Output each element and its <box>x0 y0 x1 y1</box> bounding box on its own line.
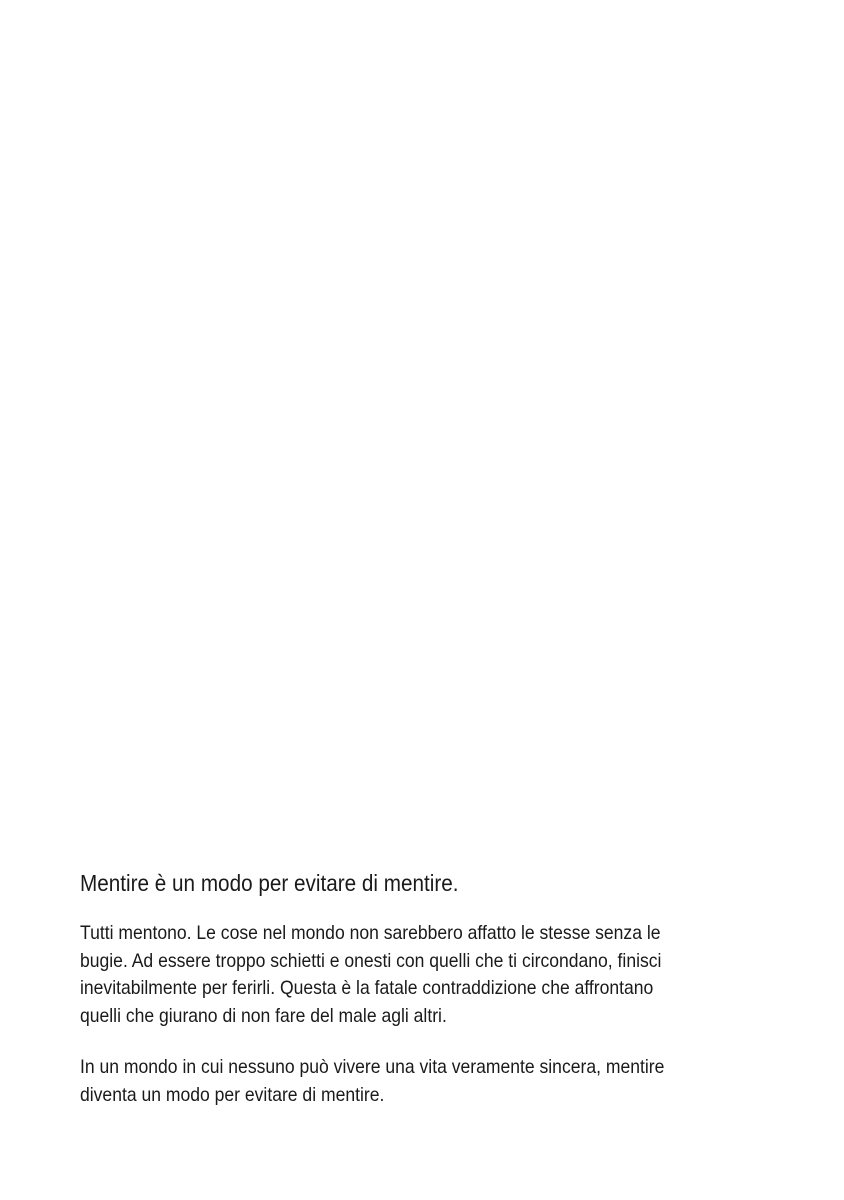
paragraph-line: diventa un modo per evitare di mentire. <box>80 1083 385 1106</box>
page-heading: Mentire è un modo per evitare di mentire. <box>80 870 459 896</box>
paragraph-line: In un mondo in cui nessuno può vivere una vita veramente sincera, mentire <box>80 1056 665 1078</box>
paragraph-1 <box>80 920 730 1030</box>
paragraph-2 <box>80 1054 730 1109</box>
paragraph-line: quelli che giurano di non fare del male agli altri. <box>80 1004 447 1027</box>
paragraph-line: bugie. Ad essere troppo schietti e onesti con quelli che ti circondano, finisci <box>80 949 662 972</box>
paragraph-line: Tutti mentono. Le cose nel mondo non sarebbero affatto le stesse senza le <box>80 922 661 944</box>
text-block <box>80 866 730 1133</box>
paragraph-line: inevitabilmente per ferirli. Questa è la fatale contraddizione che affrontano <box>80 977 654 999</box>
